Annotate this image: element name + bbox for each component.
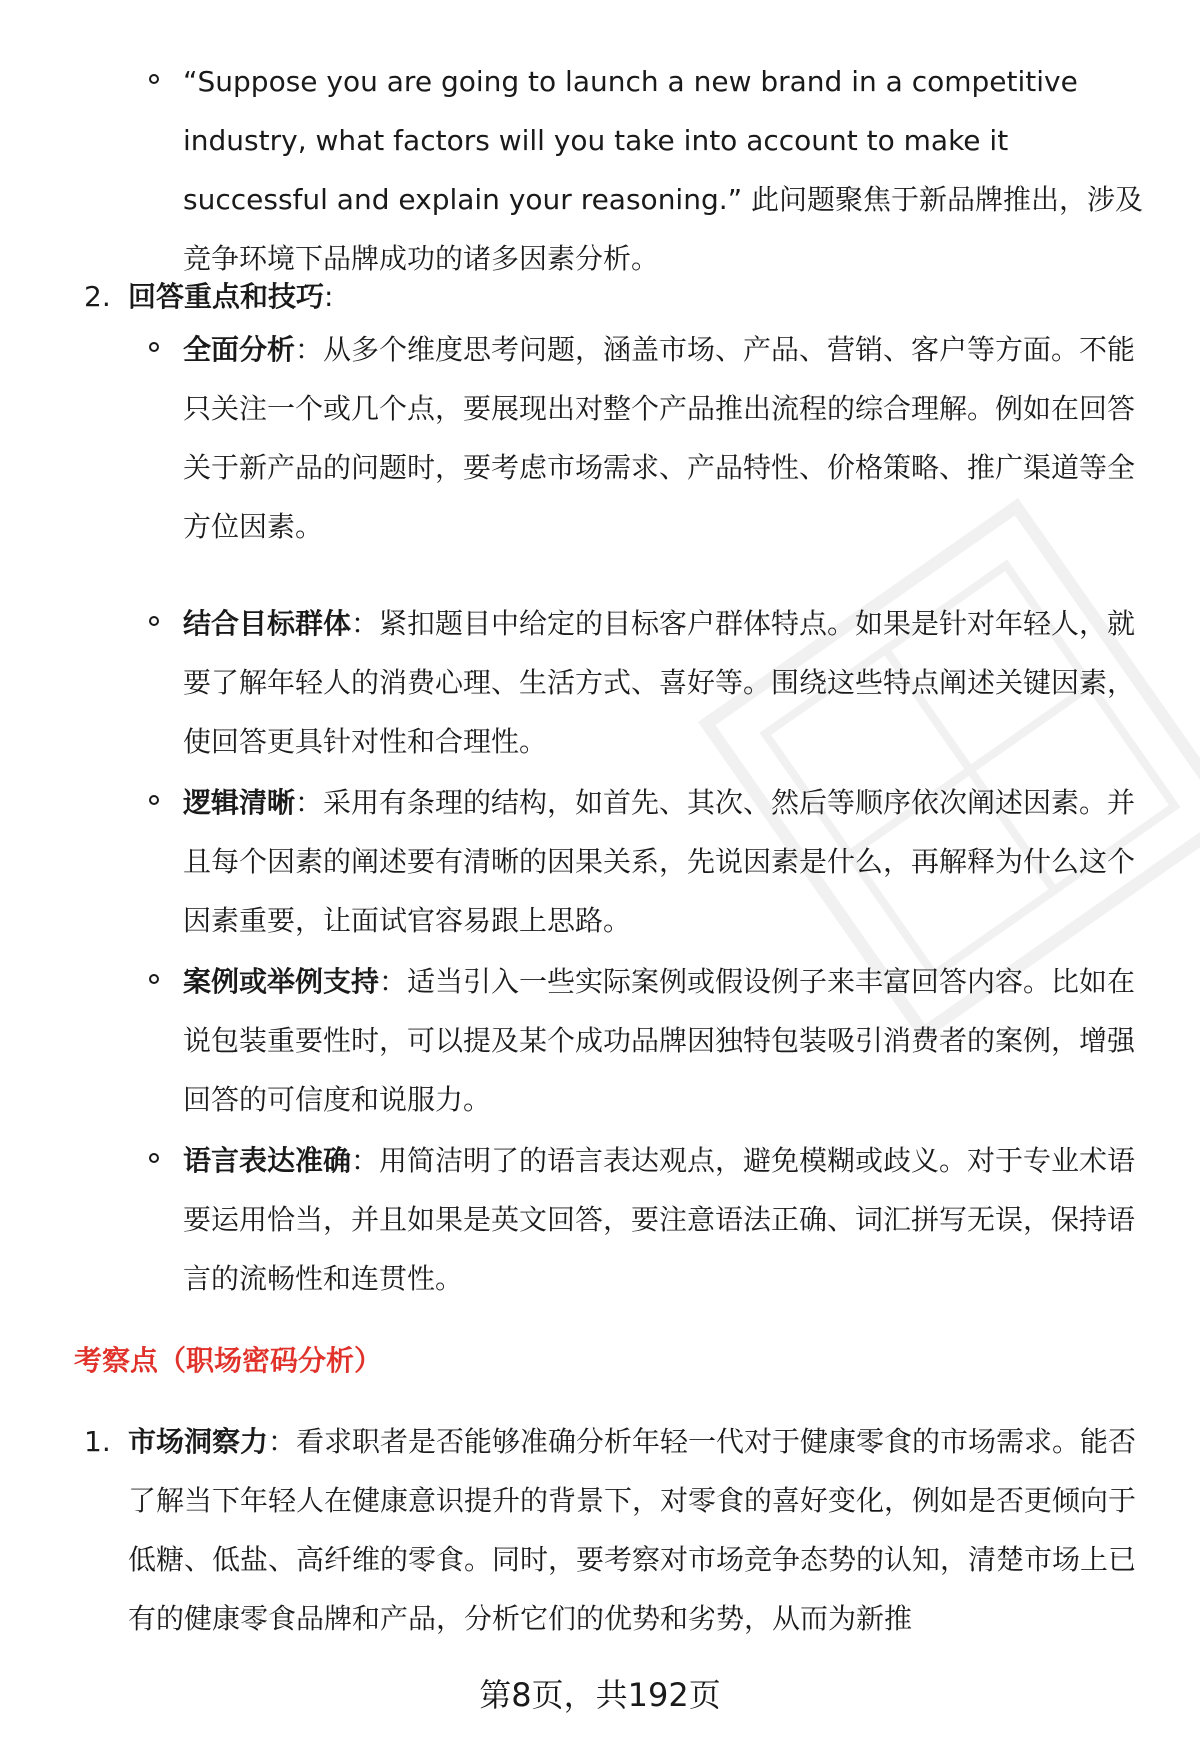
tip-item — [183, 1131, 1153, 1308]
hollow-bullet-icon — [149, 795, 159, 805]
answer-tips-heading — [84, 267, 1148, 326]
section-heading: 考察点（职场密码分析） — [74, 1344, 383, 1377]
tip-text: ：紧扣题目中给定的目标客户群体特点。如果是针对年轻人，就要了解年轻人的消费心理、生活方式、喜好等。围绕这些特点阐述关键因素，使回答更具针对性和合理性。 — [183, 607, 1136, 758]
tip-title: 案例或举例支持 — [183, 965, 380, 998]
hollow-bullet-icon — [149, 1153, 159, 1163]
exam-point-title: 市场洞察力 — [128, 1425, 269, 1458]
answer-tips-colon: : — [324, 280, 334, 313]
tip-text: ：采用有条理的结构，如首先、其次、然后等顺序依次阐述因素。并且每个因素的阐述要有清晰的因果关系，先说因素是什么，再解释为什么这个因素重要，让面试官容易跟上思路。 — [183, 786, 1136, 937]
tip-title: 结合目标群体 — [183, 607, 352, 640]
exam-point-item — [84, 1412, 1148, 1648]
tip-item — [183, 952, 1153, 1129]
question-example-item — [183, 52, 1153, 288]
answer-tips-title: 回答重点和技巧 — [128, 280, 325, 313]
tip-text: ：用简洁明了的语言表达观点，避免模糊或歧义。对于专业术语要运用恰当，并且如果是英文回答，要注意语法正确、词汇拼写无误，保持语言的流畅性和连贯性。 — [183, 1144, 1136, 1295]
question-example-text: “Suppose you are going to launch a new brand in a competitive industry, what factors will you take into account to make it successful and explain your reasoning.” 此问题聚焦于新品牌推出，涉及竞争环境下品牌成功的诸多因素分析。 — [183, 65, 1144, 275]
tip-text: ：适当引入一些实际案例或假设例子来丰富回答内容。比如在说包装重要性时，可以提及某个成功品牌因独特包装吸引消费者的案例，增强回答的可信度和说服力。 — [183, 965, 1136, 1116]
page-number-footer: 第8页，共192页 — [479, 1676, 721, 1714]
tip-item — [183, 594, 1153, 771]
hollow-bullet-icon — [149, 342, 159, 352]
tip-title: 语言表达准确 — [183, 1144, 352, 1177]
tip-item — [183, 773, 1153, 950]
hollow-bullet-icon — [149, 974, 159, 984]
list-number: 1. — [84, 1425, 111, 1458]
tip-title: 全面分析 — [183, 333, 296, 366]
hollow-bullet-icon — [149, 616, 159, 626]
exam-point-text: ：看求职者是否能够准确分析年轻一代对于健康零食的市场需求。能否了解当下年轻人在健康意识提升的背景下，对零食的喜好变化，例如是否更倾向于低糖、低盐、高纤维的零食。同时，要考察对市场竞争态势的认知，清楚市场上已有的健康零食品牌和产品，分析它们的优势和劣势，从而为新推 — [128, 1425, 1137, 1635]
hollow-bullet-icon — [149, 74, 159, 84]
tip-text: ：从多个维度思考问题，涵盖市场、产品、营销、客户等方面。不能只关注一个或几个点，要展现出对整个产品推出流程的综合理解。例如在回答关于新产品的问题时，要考虑市场需求、产品特性、价格策略、推广渠道等全方位因素。 — [183, 333, 1136, 543]
list-number: 2. — [84, 280, 111, 313]
tip-item — [183, 320, 1153, 556]
tip-title: 逻辑清晰 — [183, 786, 296, 819]
